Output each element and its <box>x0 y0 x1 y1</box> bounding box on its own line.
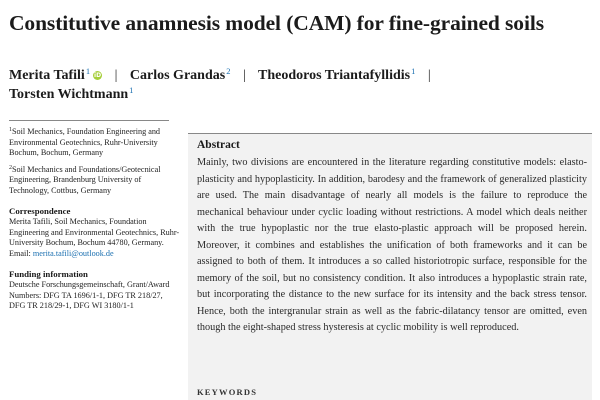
affiliation-number: 1 <box>9 127 12 133</box>
author-list <box>9 62 594 100</box>
author-separator: | <box>427 68 431 83</box>
correspondence-address: Merita Tafili, Soil Mechanics, Foundation Engineering and Environmental Geotechnics, Ruhr-University Bochum, Bochum 44780, Germany. <box>9 217 180 248</box>
author-name[interactable]: Merita Tafili <box>9 68 85 83</box>
affiliation-number: 2 <box>9 164 12 171</box>
email-link[interactable]: merita.tafili@outlook.de <box>32 248 114 258</box>
paper-title: Constitutive anamnesis model (CAM) for fine-grained soils <box>9 11 544 35</box>
affiliation-marker: 1 <box>85 66 91 76</box>
author-name[interactable]: Carlos Grandas <box>129 68 226 83</box>
keywords-heading: KEYWORDS <box>197 387 258 397</box>
affiliation <box>9 125 181 159</box>
author-separator: | <box>242 68 246 83</box>
affiliation-marker: 1 <box>129 85 134 95</box>
affiliation-marker: 1 <box>411 66 416 76</box>
author-separator: | <box>114 68 118 83</box>
abstract-heading: Abstract <box>197 139 240 151</box>
correspondence-body <box>9 217 181 259</box>
author-line-2 <box>9 81 594 100</box>
funding-heading: Funding information <box>9 268 88 279</box>
affiliation-text: Soil Mechanics, Foundation Engineering and Environmental Geotechnics, Ruhr-University Bochum, Bochum, Germany <box>9 127 161 158</box>
affiliation-marker: 2 <box>226 66 231 76</box>
author-line-1 <box>9 62 594 81</box>
author-name[interactable]: Theodoros Triantafyllidis <box>258 68 411 83</box>
affiliation <box>9 163 181 197</box>
affiliation-text: Soil Mechanics and Foundations/Geotecnical Engineering, Brandenburg University of Technology, Cottbus, Germany <box>9 164 161 195</box>
abstract-box <box>188 133 592 400</box>
divider <box>9 120 169 121</box>
orcid-icon[interactable]: iD <box>94 72 102 79</box>
sidebar <box>9 125 181 400</box>
author-name[interactable]: Torsten Wichtmann <box>9 87 129 102</box>
funding-body: Deutsche Forschungsgemeinschaft, Grant/Award Numbers: DFG TA 1696/1-1, DFG TR 218/27, DFG TR 218/29-1, DFG WI 3180/1-1 <box>9 280 170 311</box>
correspondence-heading: Correspondence <box>9 205 71 216</box>
abstract-text: Mainly, two divisions are encountered in the literature regarding constitutive models: elasto-plasticity and hypoplasticity. In addition, barodesy and the framework of generalized plasticity are used. The main disadvantage of nearly all models is the failure to reproduce the mechanical behaviour under cyclic loading without restrictions. A model which deals neither with the true hypoplastic nor the true elasto-plastic approach will be proposed herein. Moreover, it combines and establishes the unification of both frameworks and it can be assigned to both of them. It introduces a so called historiotropic surface, responsible for the memory of the soil, but no consistency condition. It also introduces a hypoplastic strain rate, but incorporating the distance to the new surface for its intensity and the back stress tensor. Hence, both the intergranular strain as well as the fabric-dilatancy tensor are omitted, even though the eight-shaped stress hysteresis at cyclic mobility is well reproduced. <box>197 157 587 333</box>
email-label: Email: <box>9 248 33 258</box>
